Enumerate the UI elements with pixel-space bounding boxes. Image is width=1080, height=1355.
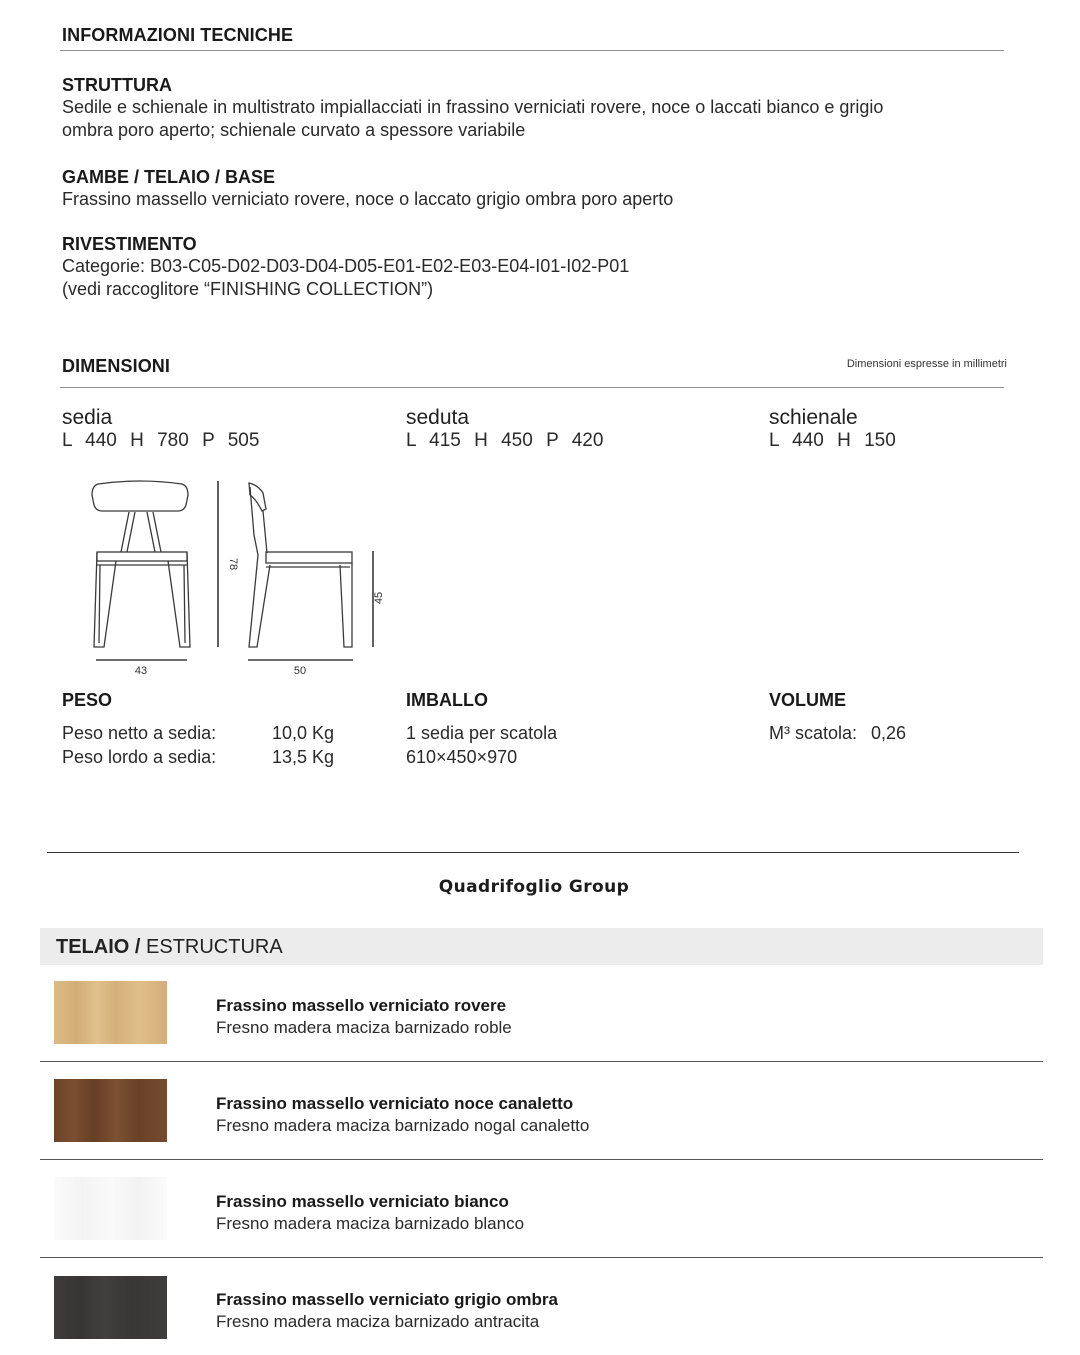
volume-value: 0,26 [871, 723, 907, 743]
finish-subtitle: Fresno madera maciza barnizado nogal canaletto [216, 1116, 590, 1135]
side-depth-label: 50 [293, 665, 307, 677]
finish-title: Frassino massello verniciato noce canaletto [216, 1094, 574, 1113]
finish-title: Frassino massello verniciato rovere [216, 996, 507, 1015]
technical-info-rule [60, 50, 1004, 51]
finish-item-rovere [216, 996, 512, 1038]
finishes-header-band [40, 928, 1043, 965]
dim-group-sedia [62, 406, 259, 452]
upholstery-line-2: (vedi raccoglitore “FINISHING COLLECTION”) [62, 279, 434, 299]
dimensions-rule [60, 387, 1004, 388]
volume-label: M³ scatola: [769, 723, 858, 743]
finish-item-grigio [216, 1290, 558, 1332]
packaging-line-2: 610×450×970 [406, 747, 518, 767]
weight-row-net [62, 721, 334, 745]
weight-row-gross [62, 745, 334, 769]
dim-group-name: schienale [769, 406, 858, 429]
weight-block [62, 690, 334, 769]
dimensions-unit-note: Dimensioni espresse in millimetri [846, 358, 1007, 370]
finishes-heading: TELAIO / ESTRUCTURA [56, 936, 283, 958]
swatch-rovere [54, 981, 167, 1044]
dim-group-schienale [769, 406, 896, 452]
volume-block [769, 690, 906, 745]
swatch-grigio-ombra [54, 1276, 167, 1339]
weight-heading: PESO [62, 690, 113, 710]
legs-frame-block [62, 167, 673, 211]
finish-separator [40, 1257, 1043, 1258]
dim-group-seduta [406, 406, 603, 452]
chair-front-view [92, 481, 190, 647]
dim-group-name: seduta [406, 406, 470, 429]
front-width-label: 43 [134, 665, 148, 677]
weight-value: 13,5 Kg [272, 747, 335, 767]
chair-technical-drawing [80, 475, 400, 680]
structure-line-1: Sedile e schienale in multistrato impiallacciati in frassino verniciati rovere, noce o laccati bianco e grigio [62, 97, 884, 117]
weight-label: Peso netto a sedia: [62, 723, 217, 743]
front-height-label: 78 [227, 557, 239, 571]
volume-heading: VOLUME [769, 690, 847, 710]
volume-row [769, 721, 906, 745]
weight-value: 10,0 Kg [272, 723, 335, 743]
packaging-block [406, 690, 557, 769]
swatch-noce-canaletto [54, 1079, 167, 1142]
dimensions-heading: DIMENSIONI [62, 356, 171, 376]
upholstery-title: RIVESTIMENTO [62, 234, 197, 254]
finish-title: Frassino massello verniciato grigio ombra [216, 1290, 558, 1309]
dim-group-values: L 440 H 150 [769, 430, 896, 451]
finish-separator [40, 1159, 1043, 1160]
technical-info-heading: INFORMAZIONI TECNICHE [62, 25, 294, 45]
dim-group-values: L 415 H 450 P 420 [406, 430, 604, 451]
packaging-heading: IMBALLO [406, 690, 488, 710]
seat-height-label: 45 [373, 591, 385, 605]
legs-frame-line-1: Frassino massello verniciato rovere, noce o laccato grigio ombra poro aperto [62, 189, 674, 209]
finish-item-noce [216, 1094, 589, 1136]
brand-rule [47, 852, 1019, 853]
structure-block [62, 75, 883, 142]
dim-group-values: L 440 H 780 P 505 [62, 430, 260, 451]
structure-line-2: ombra poro aperto; schienale curvato a spessore variabile [62, 120, 526, 140]
legs-frame-title: GAMBE / TELAIO / BASE [62, 167, 276, 187]
finish-subtitle: Fresno madera maciza barnizado antracita [216, 1312, 540, 1331]
weight-label: Peso lordo a sedia: [62, 747, 217, 767]
upholstery-block [62, 234, 629, 301]
finish-subtitle: Fresno madera maciza barnizado roble [216, 1018, 512, 1037]
finish-separator [40, 1061, 1043, 1062]
structure-title: STRUTTURA [62, 75, 172, 95]
dim-group-name: sedia [62, 406, 113, 429]
finish-title: Frassino massello verniciato bianco [216, 1192, 509, 1211]
upholstery-line-1: Categorie: B03-C05-D02-D03-D04-D05-E01-E02-E03-E04-I01-I02-P01 [62, 256, 630, 276]
finish-subtitle: Fresno madera maciza barnizado blanco [216, 1214, 525, 1233]
finish-item-bianco [216, 1192, 524, 1234]
packaging-line-1: 1 sedia per scatola [406, 723, 558, 743]
swatch-bianco [54, 1177, 167, 1240]
chair-side-view [249, 483, 352, 647]
brand-name: Quadrifoglio Group [438, 877, 630, 897]
